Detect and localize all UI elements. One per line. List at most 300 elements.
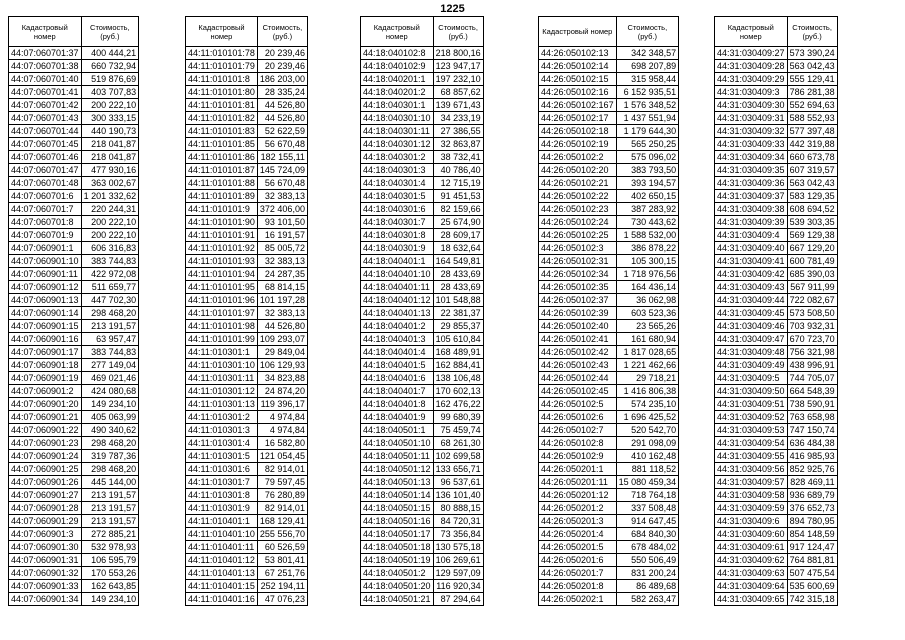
cadastral-number-cell: 44:26:050201:4 (539, 528, 617, 541)
table-row (539, 203, 679, 216)
cost-cell: 29 855,37 (433, 320, 483, 333)
cost-cell: 383 793,50 (616, 164, 679, 177)
table-row (539, 333, 679, 346)
cost-cell: 738 590,91 (787, 398, 837, 411)
cost-cell: 670 723,70 (787, 333, 837, 346)
table-row (9, 502, 139, 515)
cadastral-number-cell: 44:26:050102:13 (539, 47, 617, 60)
cost-cell: 519 876,69 (81, 73, 139, 86)
cost-cell: 386 878,22 (616, 242, 679, 255)
table-row (361, 177, 484, 190)
cost-cell: 402 650,15 (616, 190, 679, 203)
table-row (186, 99, 308, 112)
cost-cell: 555 129,41 (787, 73, 837, 86)
table-row (9, 567, 139, 580)
cost-cell: 56 670,48 (257, 138, 307, 151)
cost-cell: 29 718,21 (616, 372, 679, 385)
table-row (715, 385, 838, 398)
table-row (539, 463, 679, 476)
cost-cell: 121 054,45 (257, 450, 307, 463)
cadastral-number-cell: 44:07:060901:31 (9, 554, 82, 567)
table-row (361, 502, 484, 515)
cost-cell: 854 148,59 (787, 528, 837, 541)
cost-cell: 337 508,48 (616, 502, 679, 515)
cadastral-number-cell: 44:11:010101:86 (186, 151, 258, 164)
cost-cell: 511 659,77 (81, 281, 139, 294)
cost-cell: 400 444,21 (81, 47, 139, 60)
cost-cell: 85 005,72 (257, 242, 307, 255)
cost-cell: 577 397,48 (787, 125, 837, 138)
cost-cell: 583 129,35 (787, 190, 837, 203)
cadastral-number-cell: 44:26:050102:43 (539, 359, 617, 372)
table-row (9, 593, 139, 606)
table-row (539, 307, 679, 320)
cost-cell: 786 281,38 (787, 86, 837, 99)
table-row (539, 125, 679, 138)
cadastral-number-cell: 44:18:040501:16 (361, 515, 434, 528)
table-row (361, 541, 484, 554)
cadastral-number-cell: 44:26:050102:40 (539, 320, 617, 333)
table-row (361, 554, 484, 567)
cost-cell: 168 129,41 (257, 515, 307, 528)
cadastral-number-cell: 44:31:030409:61 (715, 541, 788, 554)
cadastral-number-cell: 44:18:040301:12 (361, 138, 434, 151)
cadastral-number-cell: 44:11:010301:13 (186, 398, 258, 411)
cost-cell: 23 565,26 (616, 320, 679, 333)
cadastral-number-cell: 44:11:010301:9 (186, 502, 258, 515)
cost-cell: 298 468,20 (81, 307, 139, 320)
table-row (186, 411, 308, 424)
table-row (186, 567, 308, 580)
header-cost: Стоимость, (руб.) (81, 17, 139, 47)
cost-cell: 291 098,09 (616, 437, 679, 450)
cadastral-number-cell: 44:07:060901:16 (9, 333, 82, 346)
cost-cell: 372 406,00 (257, 203, 307, 216)
cost-cell: 68 814,15 (257, 281, 307, 294)
cadastral-number-cell: 44:07:060901:18 (9, 359, 82, 372)
cadastral-number-cell: 44:31:030409:6 (715, 515, 788, 528)
table-row (715, 164, 838, 177)
header-cost: Стоимость, (руб.) (257, 17, 307, 47)
table-row (361, 372, 484, 385)
cadastral-number-cell: 44:26:050202:1 (539, 593, 617, 606)
cadastral-number-cell: 44:18:040501:20 (361, 580, 434, 593)
header-cadastral-number: Кадастровый номер (715, 17, 788, 47)
cost-cell: 44 526,80 (257, 99, 307, 112)
cadastral-number-cell: 44:31:030409:47 (715, 333, 788, 346)
table-row (715, 203, 838, 216)
table-row (715, 320, 838, 333)
cost-cell: 718 764,18 (616, 489, 679, 502)
header-cadastral-number: Кадастровый номер (539, 17, 617, 47)
cadastral-number-cell: 44:11:010101:83 (186, 125, 258, 138)
table-row (539, 502, 679, 515)
cadastral-number-cell: 44:18:040401:8 (361, 398, 434, 411)
table-row (186, 450, 308, 463)
cadastral-number-cell: 44:18:040501:15 (361, 502, 434, 515)
cost-cell: 75 459,74 (433, 424, 483, 437)
table-row (186, 190, 308, 203)
table-row (186, 47, 308, 60)
table-row (361, 190, 484, 203)
table-row (186, 502, 308, 515)
table-row (9, 489, 139, 502)
cost-cell: 16 191,57 (257, 229, 307, 242)
cost-cell: 565 250,25 (616, 138, 679, 151)
table-row (539, 73, 679, 86)
table-row (9, 125, 139, 138)
table-row (539, 99, 679, 112)
cost-cell: 477 930,16 (81, 164, 139, 177)
table-row (715, 99, 838, 112)
cost-cell: 742 315,18 (787, 593, 837, 606)
cost-cell: 28 335,24 (257, 86, 307, 99)
table-row (9, 515, 139, 528)
cost-cell: 582 263,47 (616, 593, 679, 606)
cadastral-number-cell: 44:11:010301:8 (186, 489, 258, 502)
cadastral-number-cell: 44:11:010101:93 (186, 255, 258, 268)
cost-cell: 164 436,14 (616, 281, 679, 294)
cadastral-number-cell: 44:07:060701:41 (9, 86, 82, 99)
cadastral-number-cell: 44:18:040201:1 (361, 73, 434, 86)
cost-cell: 660 673,78 (787, 151, 837, 164)
table-row (715, 489, 838, 502)
table-row (539, 86, 679, 99)
table-row (715, 424, 838, 437)
cost-cell: 342 348,57 (616, 47, 679, 60)
header-cadastral-number: Кадастровый номер (186, 17, 258, 47)
cadastral-number-cell: 44:18:040501:2 (361, 567, 434, 580)
cadastral-number-cell: 44:26:050102:3 (539, 242, 617, 255)
cadastral-number-cell: 44:31:030409:40 (715, 242, 788, 255)
table-row (9, 320, 139, 333)
table-row (361, 164, 484, 177)
cost-cell: 852 925,76 (787, 463, 837, 476)
cost-cell: 162 643,85 (81, 580, 139, 593)
cost-cell: 218 041,87 (81, 151, 139, 164)
table-row (9, 281, 139, 294)
cadastral-number-cell: 44:18:040501:12 (361, 463, 434, 476)
cadastral-number-cell: 44:26:050201:6 (539, 554, 617, 567)
cost-cell: 133 656,71 (433, 463, 483, 476)
table-row (715, 268, 838, 281)
cost-cell: 744 705,07 (787, 372, 837, 385)
cadastral-number-cell: 44:18:040501:17 (361, 528, 434, 541)
cost-cell: 162 476,22 (433, 398, 483, 411)
table-row (361, 580, 484, 593)
cost-cell: 84 720,31 (433, 515, 483, 528)
table-row (9, 411, 139, 424)
cadastral-number-cell: 44:31:030409:39 (715, 216, 788, 229)
cost-cell: 139 671,43 (433, 99, 483, 112)
table-row (361, 86, 484, 99)
cadastral-number-cell: 44:11:010401:12 (186, 554, 258, 567)
table-row (9, 216, 139, 229)
cadastral-number-cell: 44:18:040301:3 (361, 164, 434, 177)
cost-cell: 136 101,40 (433, 489, 483, 502)
cost-cell: 38 732,41 (433, 151, 483, 164)
cost-cell: 442 319,88 (787, 138, 837, 151)
cadastral-number-cell: 44:31:030409:63 (715, 567, 788, 580)
cost-cell: 603 523,36 (616, 307, 679, 320)
cadastral-number-cell: 44:11:010401:11 (186, 541, 258, 554)
table-row (361, 255, 484, 268)
cadastral-number-cell: 44:26:050102:31 (539, 255, 617, 268)
cadastral-number-cell: 44:07:060701:43 (9, 112, 82, 125)
table-row (186, 125, 308, 138)
table-row (539, 515, 679, 528)
table-row (539, 593, 679, 606)
table-row (361, 476, 484, 489)
cadastral-number-cell: 44:11:010401:1 (186, 515, 258, 528)
cadastral-number-cell: 44:26:050102:25 (539, 229, 617, 242)
table-row (715, 359, 838, 372)
cadastral-number-cell: 44:11:010101:8 (186, 73, 258, 86)
cost-cell: 567 911,99 (787, 281, 837, 294)
table-row (361, 47, 484, 60)
cadastral-number-cell: 44:26:050201:2 (539, 502, 617, 515)
cadastral-number-cell: 44:18:040501:18 (361, 541, 434, 554)
cost-cell: 703 932,31 (787, 320, 837, 333)
table-row (361, 307, 484, 320)
cadastral-number-cell: 44:11:010101:88 (186, 177, 258, 190)
table-row (539, 112, 679, 125)
cost-cell: 574 235,10 (616, 398, 679, 411)
cost-cell: 660 732,94 (81, 60, 139, 73)
cost-cell: 161 680,94 (616, 333, 679, 346)
cost-cell: 563 042,43 (787, 177, 837, 190)
cadastral-number-cell: 44:07:060701:38 (9, 60, 82, 73)
cadastral-number-cell: 44:31:030409:4 (715, 229, 788, 242)
cost-cell: 535 600,69 (787, 580, 837, 593)
cost-cell: 36 062,98 (616, 294, 679, 307)
table-row (715, 541, 838, 554)
cost-cell: 213 191,57 (81, 320, 139, 333)
cost-cell: 1 817 028,65 (616, 346, 679, 359)
cadastral-number-cell: 44:26:050102:35 (539, 281, 617, 294)
table-row (361, 333, 484, 346)
table-row (186, 463, 308, 476)
table-row (539, 476, 679, 489)
table-row (715, 463, 838, 476)
table-row (539, 229, 679, 242)
cadastral-number-cell: 44:11:010401:10 (186, 528, 258, 541)
cost-cell: 105 300,15 (616, 255, 679, 268)
table-row (9, 528, 139, 541)
cadastral-number-cell: 44:11:010401:15 (186, 580, 258, 593)
cadastral-number-cell: 44:26:050102:34 (539, 268, 617, 281)
cadastral-number-cell: 44:18:040501:13 (361, 476, 434, 489)
cost-cell: 149 234,10 (81, 593, 139, 606)
cost-cell: 32 383,13 (257, 190, 307, 203)
table-row (715, 190, 838, 203)
cost-cell: 831 200,24 (616, 567, 679, 580)
cost-cell: 168 489,91 (433, 346, 483, 359)
cost-cell: 20 239,46 (257, 47, 307, 60)
cost-cell: 28 433,69 (433, 281, 483, 294)
cadastral-number-cell: 44:07:060701:9 (9, 229, 82, 242)
cost-cell: 68 857,62 (433, 86, 483, 99)
cost-cell: 319 787,36 (81, 450, 139, 463)
cadastral-number-cell: 44:18:040501:1 (361, 424, 434, 437)
cadastral-number-cell: 44:11:010101:95 (186, 281, 258, 294)
table-row (186, 515, 308, 528)
cost-cell: 607 319,57 (787, 164, 837, 177)
table-row (9, 398, 139, 411)
table-row (9, 346, 139, 359)
cost-cell: 447 702,30 (81, 294, 139, 307)
table-row (9, 73, 139, 86)
table-row (9, 294, 139, 307)
table-row (715, 138, 838, 151)
cost-cell: 722 082,67 (787, 294, 837, 307)
cadastral-number-cell: 44:26:050102:6 (539, 411, 617, 424)
cadastral-number-cell: 44:31:030409:50 (715, 385, 788, 398)
table-row (186, 554, 308, 567)
cadastral-number-cell: 44:07:060901:14 (9, 307, 82, 320)
table-row (539, 450, 679, 463)
cost-cell: 532 978,93 (81, 541, 139, 554)
cost-cell: 387 283,92 (616, 203, 679, 216)
cost-cell: 119 396,17 (257, 398, 307, 411)
cadastral-number-cell: 44:26:050102:18 (539, 125, 617, 138)
table-row (361, 125, 484, 138)
table-row (9, 307, 139, 320)
header-cost: Стоимость, (руб.) (616, 17, 679, 47)
cost-cell: 182 155,11 (257, 151, 307, 164)
table-row (539, 151, 679, 164)
cost-cell: 550 506,49 (616, 554, 679, 567)
cadastral-number-cell: 44:18:040301:9 (361, 242, 434, 255)
cadastral-number-cell: 44:11:010101:82 (186, 112, 258, 125)
cadastral-number-cell: 44:18:040401:2 (361, 320, 434, 333)
table-row (715, 307, 838, 320)
cost-cell: 300 333,15 (81, 112, 139, 125)
cost-cell: 218 041,87 (81, 138, 139, 151)
cost-cell: 109 293,07 (257, 333, 307, 346)
cost-cell: 86 489,68 (616, 580, 679, 593)
cadastral-number-cell: 44:31:030409:48 (715, 346, 788, 359)
table-row (9, 437, 139, 450)
table-row (361, 216, 484, 229)
table-row (715, 125, 838, 138)
cadastral-number-cell: 44:07:060901:10 (9, 255, 82, 268)
cadastral-number-cell: 44:31:030409:43 (715, 281, 788, 294)
cadastral-number-cell: 44:26:050201:11 (539, 476, 617, 489)
cadastral-number-cell: 44:18:040401:10 (361, 268, 434, 281)
cadastral-number-cell: 44:26:050102:22 (539, 190, 617, 203)
table-row (715, 216, 838, 229)
table-row (539, 164, 679, 177)
cost-cell: 200 222,10 (81, 99, 139, 112)
cadastral-number-cell: 44:26:050102:9 (539, 450, 617, 463)
cadastral-number-cell: 44:26:050102:15 (539, 73, 617, 86)
table-row (9, 164, 139, 177)
cadastral-number-cell: 44:31:030409:28 (715, 60, 788, 73)
table-row (9, 190, 139, 203)
cadastral-number-cell: 44:07:060901:3 (9, 528, 82, 541)
cadastral-number-cell: 44:31:030409:62 (715, 554, 788, 567)
cadastral-number-cell: 44:31:030409:59 (715, 502, 788, 515)
cost-cell: 145 724,09 (257, 164, 307, 177)
cadastral-number-cell: 44:07:060901:30 (9, 541, 82, 554)
cost-cell: 363 002,67 (81, 177, 139, 190)
cadastral-number-cell: 44:18:040301:5 (361, 190, 434, 203)
table-row (715, 47, 838, 60)
table-row (539, 411, 679, 424)
cadastral-number-cell: 44:26:050102:14 (539, 60, 617, 73)
cadastral-number-cell: 44:26:050102:8 (539, 437, 617, 450)
cadastral-number-cell: 44:26:050201:3 (539, 515, 617, 528)
cost-cell: 383 744,83 (81, 346, 139, 359)
cadastral-number-cell: 44:26:050201:8 (539, 580, 617, 593)
table-row (361, 73, 484, 86)
table-row (186, 307, 308, 320)
table-row (9, 47, 139, 60)
cadastral-number-cell: 44:31:030409:45 (715, 307, 788, 320)
table-row (9, 229, 139, 242)
cadastral-number-cell: 44:26:050102:21 (539, 177, 617, 190)
table-row (715, 411, 838, 424)
cost-cell: 894 780,95 (787, 515, 837, 528)
cadastral-number-cell: 44:07:060901:17 (9, 346, 82, 359)
cost-table (360, 16, 484, 606)
cost-cell: 424 080,68 (81, 385, 139, 398)
cost-cell: 552 694,63 (787, 99, 837, 112)
table-row (539, 359, 679, 372)
cost-cell: 18 632,64 (433, 242, 483, 255)
cost-cell: 747 150,74 (787, 424, 837, 437)
cadastral-number-cell: 44:11:010301:12 (186, 385, 258, 398)
table-row (361, 320, 484, 333)
cost-cell: 4 974,84 (257, 411, 307, 424)
cadastral-number-cell: 44:11:010301:1 (186, 346, 258, 359)
cost-cell: 664 548,39 (787, 385, 837, 398)
cadastral-number-cell: 44:18:040301:8 (361, 229, 434, 242)
cadastral-number-cell: 44:18:040401:3 (361, 333, 434, 346)
table-row (539, 580, 679, 593)
table-row (715, 60, 838, 73)
table-row (361, 203, 484, 216)
cadastral-number-cell: 44:26:050201:12 (539, 489, 617, 502)
table-row (715, 112, 838, 125)
cadastral-number-cell: 44:07:060901:34 (9, 593, 82, 606)
table-row (539, 138, 679, 151)
cost-cell: 22 381,37 (433, 307, 483, 320)
cadastral-number-cell: 44:11:010101:81 (186, 99, 258, 112)
cadastral-number-cell: 44:11:010101:98 (186, 320, 258, 333)
cost-cell: 606 316,83 (81, 242, 139, 255)
cadastral-number-cell: 44:11:010101:94 (186, 268, 258, 281)
cost-cell: 130 575,18 (433, 541, 483, 554)
table-row (9, 203, 139, 216)
cost-table (185, 16, 308, 606)
cost-cell: 440 190,73 (81, 125, 139, 138)
table-row (539, 255, 679, 268)
cadastral-number-cell: 44:11:010101:85 (186, 138, 258, 151)
table-row (539, 567, 679, 580)
cadastral-number-cell: 44:07:060701:44 (9, 125, 82, 138)
cost-cell: 106 129,93 (257, 359, 307, 372)
cost-cell: 252 194,11 (257, 580, 307, 593)
cadastral-number-cell: 44:18:040301:10 (361, 112, 434, 125)
cadastral-number-cell: 44:18:040401:12 (361, 294, 434, 307)
cadastral-number-cell: 44:18:040401:5 (361, 359, 434, 372)
table-row (715, 528, 838, 541)
table-row (186, 281, 308, 294)
cost-cell: 53 801,41 (257, 554, 307, 567)
cost-cell: 573 390,24 (787, 47, 837, 60)
